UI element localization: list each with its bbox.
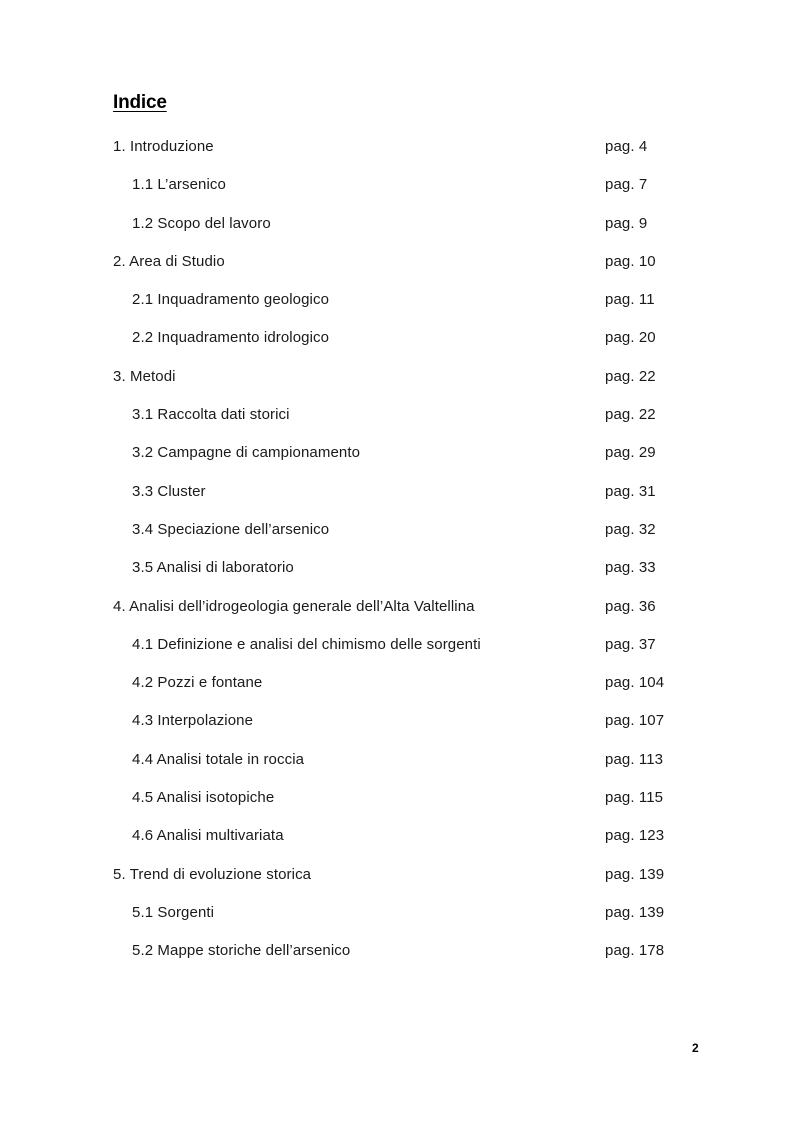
toc-entry-title: 1. Introduzione xyxy=(113,138,214,155)
toc-subsection-entry xyxy=(113,787,713,825)
toc-section-entry xyxy=(113,864,713,902)
toc-section-entry xyxy=(113,366,713,404)
toc-section-entry xyxy=(113,251,713,289)
toc-entry-page: pag. 123 xyxy=(605,827,665,845)
toc-subsection-entry xyxy=(113,404,713,442)
toc-entry-page: pag. 113 xyxy=(605,750,664,768)
toc-entry-page: pag. 22 xyxy=(605,406,656,424)
toc-entry-title: 4.2 Pozzi e fontane xyxy=(132,674,263,692)
toc-section-entry xyxy=(113,136,713,174)
toc-entry-title: 2. Area di Studio xyxy=(113,252,225,270)
toc-entry-page: pag. 10 xyxy=(605,252,656,270)
toc-subsection-entry xyxy=(113,749,713,787)
toc-entry-page: pag. 37 xyxy=(605,635,656,653)
toc-entry-page: pag. 178 xyxy=(605,942,665,960)
toc-subsection-entry xyxy=(113,174,713,212)
toc-entry-page: pag. 9 xyxy=(605,214,648,232)
toc-entry-title: 3.4 Speciazione dell’arsenico xyxy=(132,520,330,538)
toc-entry-title: 5.1 Sorgenti xyxy=(132,903,215,921)
toc-subsection-entry xyxy=(113,557,713,595)
toc-entry-title: 5. Trend di evoluzione storica xyxy=(113,865,312,883)
toc-entry-page: pag. 107 xyxy=(605,712,665,730)
toc-entry-title: 3.3 Cluster xyxy=(132,482,206,500)
toc-entry-page: pag. 20 xyxy=(605,329,656,347)
toc-entry-page: pag. 115 xyxy=(605,789,664,807)
toc-subsection-entry xyxy=(113,289,713,327)
toc-subsection-entry xyxy=(113,519,713,557)
table-of-contents xyxy=(113,136,713,979)
toc-entry-title: 1.2 Scopo del lavoro xyxy=(132,214,271,232)
toc-entry-page: pag. 22 xyxy=(605,367,656,385)
toc-subsection-entry xyxy=(113,710,713,748)
toc-entry-title: 2.2 Inquadramento idrologico xyxy=(132,329,330,347)
toc-subsection-entry xyxy=(113,442,713,480)
page-number: 2 xyxy=(692,1041,699,1055)
toc-subsection-entry xyxy=(113,481,713,519)
toc-entry-page: pag. 7 xyxy=(605,176,648,194)
toc-entry-page: pag. 33 xyxy=(605,559,656,577)
toc-subsection-entry xyxy=(113,213,713,251)
toc-entry-title: 3. Metodi xyxy=(113,367,176,385)
toc-entry-title: 4.1 Definizione e analisi del chimismo delle sorgenti xyxy=(132,635,481,653)
toc-entry-title: 3.1 Raccolta dati storici xyxy=(132,406,290,424)
toc-entry-title: 4.3 Interpolazione xyxy=(132,712,254,730)
toc-entry-page: pag. 29 xyxy=(605,444,656,462)
toc-entry-title: 4. Analisi dell’idrogeologia generale dell’Alta Valtellina xyxy=(113,597,475,615)
toc-entry-page: pag. 11 xyxy=(605,291,655,309)
index-heading: Indice xyxy=(113,92,167,113)
toc-subsection-entry xyxy=(113,902,713,940)
toc-entry-title: 3.2 Campagne di campionamento xyxy=(132,444,361,462)
toc-entry-page: pag. 31 xyxy=(605,482,656,500)
toc-subsection-entry xyxy=(113,825,713,863)
toc-entry-page: pag. 4 xyxy=(605,138,648,155)
toc-section-entry xyxy=(113,596,713,634)
toc-entry-page: pag. 139 xyxy=(605,865,665,883)
toc-entry-title: 4.6 Analisi multivariata xyxy=(132,827,284,845)
toc-entry-page: pag. 32 xyxy=(605,520,656,538)
toc-entry-title: 2.1 Inquadramento geologico xyxy=(132,291,330,309)
toc-entry-page: pag. 104 xyxy=(605,674,665,692)
toc-entry-title: 4.5 Analisi isotopiche xyxy=(132,789,275,807)
toc-entry-page: pag. 139 xyxy=(605,903,665,921)
toc-entry-title: 3.5 Analisi di laboratorio xyxy=(132,559,294,577)
toc-subsection-entry xyxy=(113,634,713,672)
toc-entry-page: pag. 36 xyxy=(605,597,656,615)
toc-subsection-entry xyxy=(113,940,713,978)
toc-entry-title: 1.1 L’arsenico xyxy=(132,176,226,194)
toc-entry-title: 5.2 Mappe storiche dell’arsenico xyxy=(132,942,351,960)
toc-entry-title: 4.4 Analisi totale in roccia xyxy=(132,750,305,768)
toc-subsection-entry xyxy=(113,327,713,365)
toc-subsection-entry xyxy=(113,672,713,710)
